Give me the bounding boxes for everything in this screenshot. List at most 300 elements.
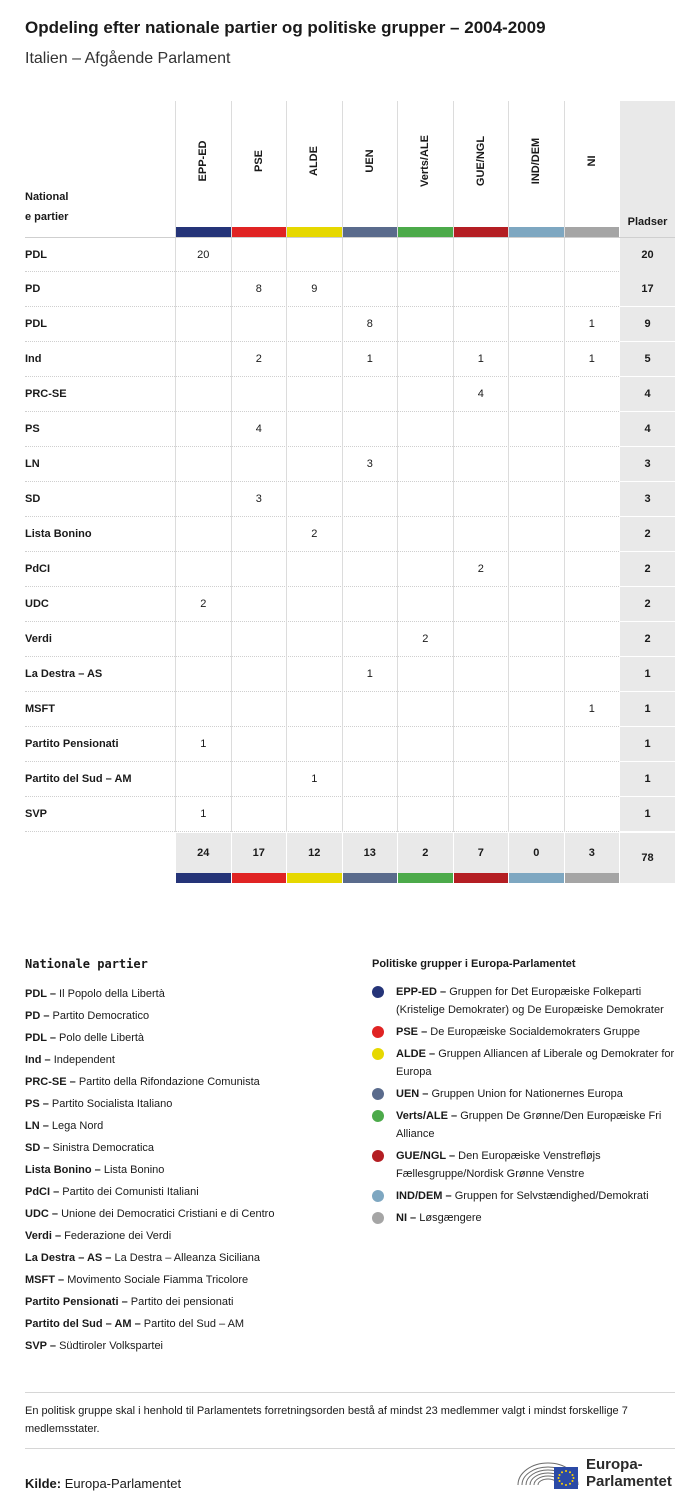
seat-cell: 2	[231, 342, 287, 377]
group-abbreviation: PSE –	[396, 1026, 428, 1038]
seat-cell	[231, 762, 287, 797]
group-column-header	[175, 101, 231, 237]
seat-cell	[397, 377, 453, 412]
group-color-bar	[454, 227, 509, 237]
row-total: 3	[620, 482, 675, 517]
row-total: 1	[620, 797, 675, 832]
seat-cell	[508, 307, 564, 342]
seat-cell	[564, 412, 620, 447]
group-column-header	[453, 101, 509, 237]
party-full-name: Lega Nord	[51, 1120, 104, 1132]
seat-cell	[564, 238, 620, 273]
party-abbreviation: Verdi –	[25, 1230, 62, 1242]
seat-cell	[453, 517, 509, 552]
seat-cell	[231, 447, 287, 482]
table-row	[25, 657, 675, 692]
seat-cell	[453, 622, 509, 657]
group-total: 7	[453, 833, 509, 873]
party-name: PS	[25, 423, 40, 435]
party-abbreviation: SD –	[25, 1142, 50, 1154]
national-party-item	[25, 1005, 355, 1027]
party-full-name: Federazione dei Verdi	[64, 1230, 172, 1242]
table-row	[25, 587, 675, 622]
seat-cell: 2	[453, 552, 509, 587]
table-row	[25, 482, 675, 517]
seat-distribution-table	[25, 101, 675, 883]
party-abbreviation: PdCI –	[25, 1186, 60, 1198]
seat-cell: 1	[342, 657, 398, 692]
seat-cell	[564, 517, 620, 552]
row-total: 1	[620, 692, 675, 727]
row-total: 4	[620, 377, 675, 412]
national-party-item	[25, 1181, 355, 1203]
party-full-name: Partito dei pensionati	[130, 1296, 234, 1308]
seat-cell	[175, 307, 231, 342]
seat-cell	[342, 587, 398, 622]
row-total: 4	[620, 412, 675, 447]
group-color-bar	[398, 227, 453, 237]
party-name: Verdi	[25, 633, 52, 645]
seat-cell	[286, 657, 342, 692]
seat-cell: 8	[231, 272, 287, 307]
party-abbreviation: LN –	[25, 1120, 49, 1132]
seat-cell	[508, 762, 564, 797]
group-column-header	[564, 101, 620, 237]
political-group-item	[372, 1045, 675, 1081]
seat-cell	[397, 657, 453, 692]
table-row	[25, 237, 675, 272]
political-group-item	[372, 1023, 675, 1041]
seat-cell	[342, 727, 398, 762]
party-name: La Destra – AS	[25, 668, 103, 680]
group-total: 3	[564, 833, 620, 873]
table-row	[25, 552, 675, 587]
group-color-dot-icon	[372, 986, 384, 998]
national-party-item	[25, 1269, 355, 1291]
seat-cell	[342, 377, 398, 412]
political-group-item	[372, 1085, 675, 1103]
party-full-name: Partito Democratico	[52, 1010, 150, 1022]
political-group-item	[372, 1187, 675, 1205]
seat-cell	[564, 447, 620, 482]
political-group-item	[372, 1147, 675, 1183]
table-row	[25, 307, 675, 342]
party-abbreviation: PRC-SE –	[25, 1076, 76, 1088]
table-header	[25, 101, 675, 237]
seat-cell: 1	[564, 307, 620, 342]
page-title: Opdeling efter nationale partier og politiske grupper – 2004-2009	[25, 18, 546, 37]
seat-cell	[342, 517, 398, 552]
group-color-bar	[176, 227, 231, 237]
group-color-bar	[509, 227, 564, 237]
group-total: 2	[397, 833, 453, 873]
seat-cell	[508, 272, 564, 307]
seat-cell: 20	[175, 238, 231, 273]
national-party-item	[25, 1247, 355, 1269]
group-color-bar	[564, 873, 620, 883]
source-label: Kilde:	[25, 1476, 62, 1491]
seat-cell	[231, 552, 287, 587]
seat-cell	[286, 797, 342, 832]
party-full-name: Südtiroler Volkspartei	[59, 1340, 164, 1352]
row-total: 1	[620, 727, 675, 762]
seat-cell: 1	[175, 797, 231, 832]
table-row	[25, 762, 675, 797]
seat-cell	[453, 692, 509, 727]
national-party-item	[25, 1203, 355, 1225]
group-abbreviation: UEN –	[396, 1088, 429, 1100]
national-party-item	[25, 1313, 355, 1335]
table-row	[25, 727, 675, 762]
seat-cell	[397, 412, 453, 447]
party-name: PdCI	[25, 563, 51, 575]
national-party-item	[25, 1291, 355, 1313]
political-group-item	[372, 1107, 675, 1143]
party-abbreviation: Partito Pensionati –	[25, 1296, 128, 1308]
row-total: 2	[620, 517, 675, 552]
seat-cell	[397, 692, 453, 727]
seat-cell	[508, 342, 564, 377]
seat-cell	[175, 342, 231, 377]
seat-cell	[508, 797, 564, 832]
group-color-bar	[342, 873, 398, 883]
seat-cell	[508, 238, 564, 273]
european-parliament-logo-icon	[516, 1455, 580, 1495]
source-value: Europa-Parlamentet	[64, 1476, 182, 1491]
seat-cell	[175, 482, 231, 517]
seat-cell	[397, 797, 453, 832]
group-abbreviation: EPP-ED –	[396, 986, 447, 998]
seat-cell	[453, 482, 509, 517]
row-total: 2	[620, 587, 675, 622]
party-abbreviation: La Destra – AS –	[25, 1252, 112, 1264]
party-abbreviation: SVP –	[25, 1340, 56, 1352]
seat-cell	[286, 622, 342, 657]
seat-cell	[342, 622, 398, 657]
table-row	[25, 517, 675, 552]
group-full-name: Løsgængere	[419, 1212, 482, 1224]
row-header-label	[25, 187, 68, 227]
group-color-bar	[287, 227, 342, 237]
group-abbreviation: Verts/ALE –	[396, 1110, 458, 1122]
national-parties-heading: Nationale partier	[25, 957, 148, 971]
group-color-bar	[231, 873, 287, 883]
group-total: 13	[342, 833, 398, 873]
row-total: 5	[620, 342, 675, 377]
row-total: 2	[620, 552, 675, 587]
seat-cell	[508, 447, 564, 482]
source	[25, 1476, 181, 1491]
seat-cell	[342, 272, 398, 307]
party-full-name: Il Popolo della Libertà	[59, 988, 165, 1000]
national-party-item	[25, 1137, 355, 1159]
seat-cell: 9	[286, 272, 342, 307]
seat-cell	[453, 587, 509, 622]
group-abbreviation: NI –	[396, 1212, 417, 1224]
footnote: En politisk gruppe skal i henhold til Parlamentets forretningsorden bestå af mindst 23 medlemmer valgt i mindst forskellige 7 medlemsstater.	[25, 1392, 675, 1449]
seat-cell	[286, 692, 342, 727]
group-full-name: Gruppen De Grønne/Den Europæiske Fri Alliance	[396, 1110, 662, 1140]
seat-cell: 1	[175, 727, 231, 762]
seat-cell	[286, 307, 342, 342]
seat-cell	[453, 657, 509, 692]
group-color-dot-icon	[372, 1212, 384, 1224]
seat-cell	[175, 447, 231, 482]
seat-cell: 1	[564, 692, 620, 727]
seat-cell: 1	[453, 342, 509, 377]
party-full-name: Partito dei Comunisti Italiani	[62, 1186, 199, 1198]
seat-cell	[286, 412, 342, 447]
party-full-name: Movimento Sociale Fiamma Tricolore	[67, 1274, 249, 1286]
row-header-line2: e partier	[25, 211, 69, 223]
party-full-name: Independent	[53, 1054, 115, 1066]
party-name: Partito Pensionati	[25, 738, 119, 750]
group-full-name: Gruppen for Det Europæiske Folkeparti (Kristelige Demokrater) og De Europæiske Demokrater	[396, 986, 664, 1016]
row-total: 1	[620, 762, 675, 797]
group-totals-row	[25, 833, 675, 883]
seat-cell	[231, 727, 287, 762]
row-total: 9	[620, 307, 675, 342]
seat-cell	[231, 238, 287, 273]
seat-cell	[508, 622, 564, 657]
seat-cell	[342, 692, 398, 727]
group-total: 17	[231, 833, 287, 873]
european-parliament-logo	[516, 1455, 676, 1495]
seat-cell	[397, 552, 453, 587]
seat-cell	[453, 238, 509, 273]
party-abbreviation: Ind –	[25, 1054, 51, 1066]
seat-cell	[397, 342, 453, 377]
seat-cell	[342, 482, 398, 517]
seat-cell: 8	[342, 307, 398, 342]
group-total: 12	[286, 833, 342, 873]
party-full-name: Polo delle Libertà	[59, 1032, 145, 1044]
group-abbreviation: ALDE –	[396, 1048, 436, 1060]
seat-cell	[564, 482, 620, 517]
seat-cell	[231, 692, 287, 727]
national-party-item	[25, 1159, 355, 1181]
group-color-dot-icon	[372, 1048, 384, 1060]
party-full-name: Partito della Rifondazione Comunista	[78, 1076, 260, 1088]
grand-total: 78	[620, 833, 675, 883]
seat-cell	[231, 307, 287, 342]
seat-cell: 3	[231, 482, 287, 517]
group-full-name: Gruppen Union for Nationernes Europa	[431, 1088, 623, 1100]
row-header-line1: National	[25, 191, 69, 203]
party-abbreviation: PS –	[25, 1098, 49, 1110]
party-abbreviation: PD –	[25, 1010, 50, 1022]
seat-cell	[397, 307, 453, 342]
seat-cell: 1	[342, 342, 398, 377]
seat-cell	[342, 412, 398, 447]
party-abbreviation: Partito del Sud – AM –	[25, 1318, 141, 1330]
political-group-item	[372, 983, 675, 1019]
seat-cell	[564, 587, 620, 622]
seat-cell	[397, 272, 453, 307]
party-name: Ind	[25, 353, 42, 365]
table-row	[25, 272, 675, 307]
group-name: UEN	[363, 149, 376, 173]
party-name: PRC-SE	[25, 388, 67, 400]
party-abbreviation: Lista Bonino –	[25, 1164, 101, 1176]
party-name: PDL	[25, 318, 47, 330]
seat-cell	[508, 482, 564, 517]
seat-cell	[175, 412, 231, 447]
seat-cell	[397, 238, 453, 273]
group-column-header	[397, 101, 453, 237]
national-party-item	[25, 983, 355, 1005]
seat-cell	[286, 552, 342, 587]
row-total: 3	[620, 447, 675, 482]
political-groups-legend	[372, 957, 675, 1231]
row-total: 17	[620, 272, 675, 307]
seat-cell	[175, 517, 231, 552]
group-name: ALDE	[308, 146, 321, 176]
seat-cell	[231, 377, 287, 412]
seat-cell	[231, 797, 287, 832]
party-abbreviation: PDL –	[25, 1032, 56, 1044]
group-full-name: De Europæiske Socialdemokraters Gruppe	[430, 1026, 640, 1038]
party-name: UDC	[25, 598, 49, 610]
seat-cell	[175, 692, 231, 727]
seat-cell	[508, 517, 564, 552]
group-abbreviation: IND/DEM –	[396, 1190, 452, 1202]
group-column-header	[342, 101, 398, 237]
seat-cell	[453, 447, 509, 482]
group-color-dot-icon	[372, 1088, 384, 1100]
seat-cell: 3	[342, 447, 398, 482]
seat-cell	[564, 552, 620, 587]
seat-cell	[397, 517, 453, 552]
seat-cell	[508, 377, 564, 412]
seat-cell	[286, 342, 342, 377]
party-name: MSFT	[25, 703, 55, 715]
row-total: 2	[620, 622, 675, 657]
table-row	[25, 412, 675, 447]
party-abbreviation: PDL –	[25, 988, 56, 1000]
group-color-bar	[343, 227, 398, 237]
table-row	[25, 797, 675, 832]
seat-cell	[231, 657, 287, 692]
group-color-bar	[286, 873, 342, 883]
seat-cell	[342, 238, 398, 273]
seat-cell	[508, 727, 564, 762]
group-column-header	[286, 101, 342, 237]
national-party-item	[25, 1115, 355, 1137]
row-total: 1	[620, 657, 675, 692]
group-name: Verts/ALE	[419, 135, 432, 187]
seat-cell	[453, 412, 509, 447]
seat-cell: 4	[231, 412, 287, 447]
seat-cell	[342, 552, 398, 587]
seat-cell	[508, 552, 564, 587]
group-column-header	[508, 101, 564, 237]
seat-cell: 1	[286, 762, 342, 797]
group-total: 0	[508, 833, 564, 873]
seat-cell	[231, 622, 287, 657]
seat-cell	[508, 657, 564, 692]
group-color-bar	[175, 873, 231, 883]
political-group-item	[372, 1209, 675, 1227]
group-abbreviation: GUE/NGL –	[396, 1150, 456, 1162]
table-row	[25, 447, 675, 482]
seat-cell: 2	[286, 517, 342, 552]
logo-text: Europa- Parlamentet	[586, 1456, 672, 1490]
group-color-dot-icon	[372, 1150, 384, 1162]
party-name: Lista Bonino	[25, 528, 92, 540]
seat-cell: 2	[397, 622, 453, 657]
party-name: SD	[25, 493, 41, 505]
party-name: PD	[25, 283, 41, 295]
table-row	[25, 377, 675, 412]
seat-cell	[231, 517, 287, 552]
seat-cell	[286, 587, 342, 622]
seat-cell	[564, 622, 620, 657]
group-full-name: Gruppen for Selvstændighed/Demokrati	[454, 1190, 649, 1202]
national-party-item	[25, 1335, 355, 1357]
group-name: EPP-ED	[197, 140, 210, 182]
seat-cell	[175, 377, 231, 412]
seat-cell	[397, 727, 453, 762]
national-parties-legend	[25, 957, 355, 1357]
group-name: GUE/NGL	[474, 135, 487, 187]
party-name: PDL	[25, 249, 47, 261]
total-seats-header: Pladser	[620, 101, 675, 237]
party-abbreviation: MSFT –	[25, 1274, 65, 1286]
table-row	[25, 692, 675, 727]
seat-cell	[564, 657, 620, 692]
seat-cell	[342, 762, 398, 797]
seat-cell	[453, 307, 509, 342]
group-full-name: Gruppen Alliancen af Liberale og Demokrater for Europa	[396, 1048, 675, 1078]
table-row	[25, 342, 675, 377]
page-subtitle: Italien – Afgående Parlament	[25, 50, 231, 67]
group-color-dot-icon	[372, 1110, 384, 1122]
political-groups-heading: Politiske grupper i Europa-Parlamentet	[372, 958, 576, 970]
national-party-item	[25, 1093, 355, 1115]
seat-cell: 1	[564, 342, 620, 377]
party-full-name: Partito del Sud – AM	[143, 1318, 245, 1330]
group-color-bar	[565, 227, 620, 237]
seat-cell	[453, 797, 509, 832]
party-full-name: Lista Bonino	[103, 1164, 165, 1176]
seat-cell	[564, 727, 620, 762]
group-color-bar	[508, 873, 564, 883]
group-color-bar	[232, 227, 287, 237]
seat-cell	[397, 447, 453, 482]
national-party-item	[25, 1071, 355, 1093]
seat-cell	[564, 272, 620, 307]
party-full-name: Unione dei Democratici Cristiani e di Centro	[61, 1208, 275, 1220]
group-name: IND/DEM	[530, 137, 543, 185]
seat-cell	[175, 762, 231, 797]
party-full-name: La Destra – Alleanza Siciliana	[114, 1252, 261, 1264]
seat-cell: 2	[175, 587, 231, 622]
group-full-name: Den Europæiske Venstrefløjs Fællesgruppe/Nordisk Grønne Venstre	[396, 1150, 601, 1180]
seat-cell	[453, 727, 509, 762]
table-body	[25, 237, 675, 832]
seat-cell	[175, 657, 231, 692]
seat-cell	[508, 692, 564, 727]
national-party-item	[25, 1049, 355, 1071]
seat-cell	[564, 377, 620, 412]
group-color-dot-icon	[372, 1026, 384, 1038]
seat-cell	[508, 587, 564, 622]
seat-cell	[175, 272, 231, 307]
national-party-item	[25, 1027, 355, 1049]
table-row	[25, 622, 675, 657]
group-name: NI	[585, 155, 598, 167]
